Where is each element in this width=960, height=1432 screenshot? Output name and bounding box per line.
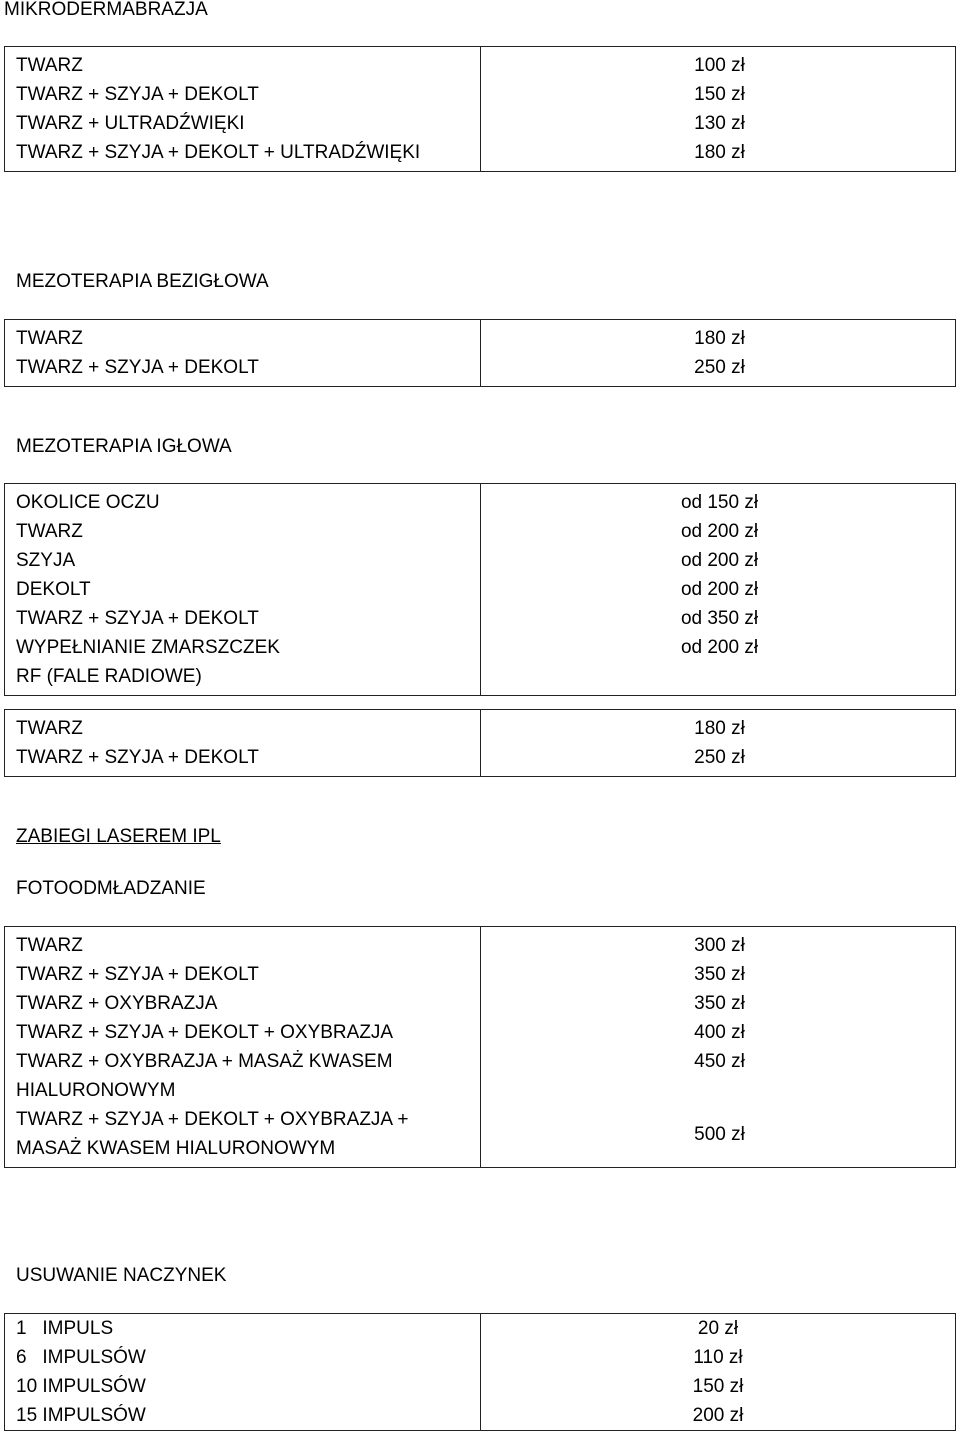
treatment-item: RF (FALE RADIOWE) (16, 666, 202, 687)
treatment-item: WYPEŁNIANIE ZMARSZCZEK (16, 637, 280, 658)
treatment-item: TWARZ + SZYJA + DEKOLT (16, 608, 259, 629)
price-value-empty (481, 662, 955, 691)
section-title-mezoterapia-beziglowa: MEZOTERAPIA BEZIGŁOWA (16, 271, 269, 292)
treatment-item: TWARZ + SZYJA + DEKOLT (16, 964, 259, 985)
section-title-laser-ipl: ZABIEGI LASEREM IPL (16, 826, 221, 847)
price-value: 300 zł (694, 935, 745, 956)
treatment-item: TWARZ + SZYJA + DEKOLT + OXYBRAZJA + MASAŻ KWASEM HIALURONOWYM (16, 1109, 409, 1159)
section-title-usuwanie-naczynek: USUWANIE NACZYNEK (16, 1265, 227, 1286)
price-column (481, 320, 955, 386)
treatment-item: 10 IMPULSÓW (5, 1372, 481, 1401)
price-table-usuwanie-naczynek (4, 1313, 956, 1431)
treatment-item: TWARZ (16, 328, 83, 349)
price-value: 250 zł (694, 357, 745, 378)
price-value: od 200 zł (680, 521, 759, 542)
treatment-column (5, 484, 481, 695)
price-value: od 350 zł (680, 608, 759, 629)
treatment-item: DEKOLT (16, 579, 91, 600)
price-value: 350 zł (694, 993, 745, 1014)
price-column (481, 47, 955, 171)
price-value: 150 zł (692, 1376, 744, 1397)
section-subtitle-fotoodmladzanie: FOTOODMŁADZANIE (16, 878, 206, 899)
treatment-item: TWARZ + OXYBRAZJA (16, 993, 218, 1014)
treatment-item: OKOLICE OCZU (16, 492, 160, 513)
treatment-item: TWARZ (16, 521, 83, 542)
table-row (5, 1401, 955, 1430)
price-column (481, 484, 955, 695)
treatment-item: 1 IMPULS (5, 1314, 481, 1343)
table-row (5, 1314, 955, 1343)
treatment-item: TWARZ + SZYJA + DEKOLT (16, 84, 259, 105)
treatment-column (5, 710, 481, 776)
price-table-mezoterapia-iglowa (4, 483, 956, 696)
treatment-item: TWARZ + SZYJA + DEKOLT + OXYBRAZJA (16, 1022, 394, 1043)
price-table-mezoterapia-beziglowa (4, 319, 956, 387)
table-row (5, 1372, 955, 1401)
price-value: 200 zł (692, 1405, 744, 1426)
price-value: 180 zł (694, 328, 745, 349)
price-table-mikrodermabrazja (4, 46, 956, 172)
price-value: 150 zł (694, 84, 745, 105)
price-column (481, 710, 955, 776)
treatment-item: SZYJA (16, 550, 76, 571)
treatment-column (5, 47, 481, 171)
treatment-item: TWARZ (16, 935, 83, 956)
price-table-laser-ipl (4, 926, 956, 1168)
section-title-mikrodermabrazja: MIKRODERMABRAZJA (4, 0, 208, 20)
section-title-mezoterapia-iglowa: MEZOTERAPIA IGŁOWA (16, 436, 232, 457)
treatment-item: TWARZ + OXYBRAZJA + MASAŻ KWASEM HIALURONOWYM (16, 1051, 393, 1101)
price-value: od 200 zł (680, 550, 759, 571)
table-row (5, 1343, 955, 1372)
price-value: 20 zł (697, 1318, 739, 1339)
price-value: 250 zł (694, 747, 745, 768)
treatment-item: TWARZ + SZYJA + DEKOLT (16, 747, 259, 768)
treatment-item: TWARZ + ULTRADŹWIĘKI (16, 113, 245, 134)
price-value: 450 zł (694, 1051, 745, 1072)
price-value: od 150 zł (680, 492, 759, 513)
price-value: od 200 zł (680, 637, 759, 658)
price-value: 180 zł (694, 142, 745, 163)
price-table-rf (4, 709, 956, 777)
price-value: 400 zł (694, 1022, 745, 1043)
treatment-item: TWARZ (16, 718, 83, 739)
price-value: 110 zł (693, 1347, 743, 1368)
treatment-item: TWARZ (16, 55, 83, 76)
price-value: 500 zł (694, 1123, 745, 1145)
price-value: 100 zł (694, 55, 745, 76)
price-value: od 200 zł (680, 579, 759, 600)
treatment-item: 15 IMPULSÓW (5, 1401, 481, 1430)
treatment-item: 6 IMPULSÓW (5, 1343, 481, 1372)
price-value: 130 zł (694, 113, 745, 134)
treatment-column (5, 320, 481, 386)
price-value: 350 zł (694, 964, 745, 985)
treatment-item: TWARZ + SZYJA + DEKOLT (16, 357, 259, 378)
price-value: 180 zł (694, 718, 745, 739)
price-column (481, 927, 955, 1167)
treatment-item: TWARZ + SZYJA + DEKOLT + ULTRADŹWIĘKI (16, 142, 421, 163)
treatment-column (5, 927, 481, 1167)
